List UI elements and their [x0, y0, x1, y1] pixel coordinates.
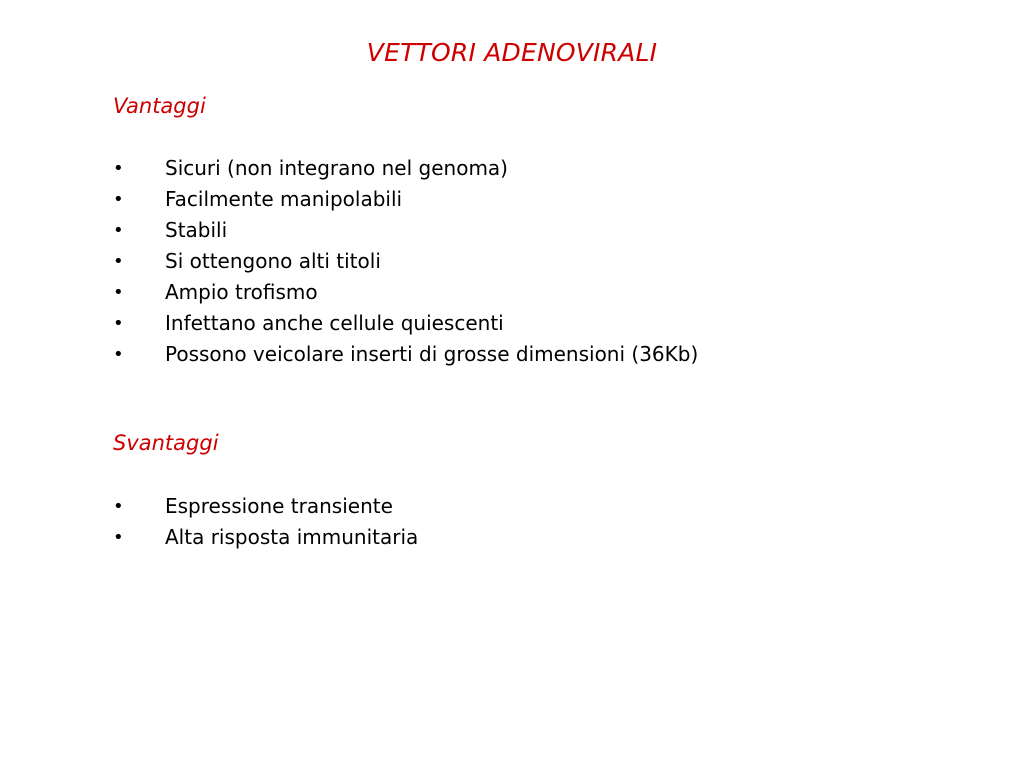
bullet-icon: •: [113, 496, 124, 517]
list-item-text: Infettano anche cellule quiescenti: [165, 311, 504, 335]
bullet-icon: •: [113, 189, 124, 210]
bullet-icon: •: [113, 313, 124, 334]
bullet-icon: •: [113, 282, 124, 303]
slide-title: VETTORI ADENOVIRALI: [366, 38, 658, 67]
bullet-icon: •: [113, 158, 124, 179]
list-item-text: Alta risposta immunitaria: [165, 525, 419, 549]
bullet-icon: •: [113, 251, 124, 272]
list-item-text: Facilmente manipolabili: [165, 187, 403, 211]
list-item-text: Possono veicolare inserti di grosse dimensioni (36Kb): [165, 342, 699, 366]
list-item-text: Sicuri (non integrano nel genoma): [165, 156, 508, 180]
disadvantages-heading: Svantaggi: [113, 431, 219, 455]
list-item-text: Stabili: [165, 218, 228, 242]
list-item-text: Si ottengono alti titoli: [165, 249, 381, 273]
bullet-icon: •: [113, 527, 124, 548]
bullet-icon: •: [113, 344, 124, 365]
advantages-heading: Vantaggi: [113, 94, 206, 118]
list-item-text: Ampio trofismo: [165, 280, 318, 304]
bullet-icon: •: [113, 220, 124, 241]
list-item-text: Espressione transiente: [165, 494, 393, 518]
